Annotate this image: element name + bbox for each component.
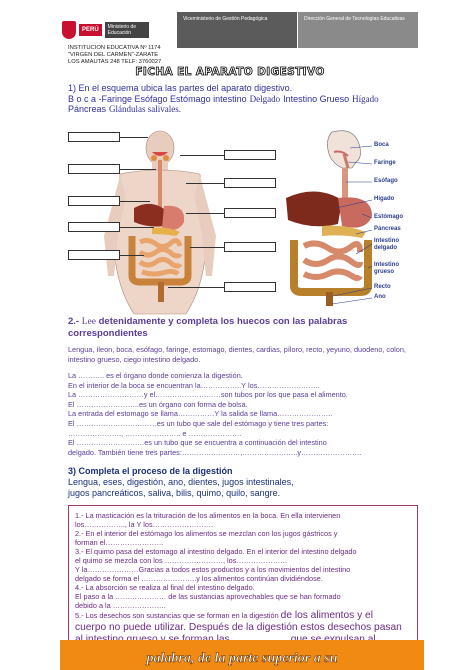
organ-label-pancreas: Páncreas (374, 226, 401, 232)
q2-heading (68, 316, 414, 339)
label-box-right-4[interactable] (224, 242, 276, 252)
organ-label-ano: Ano (374, 294, 386, 300)
q1-word-bank (68, 94, 418, 105)
process-step-5a (75, 610, 411, 622)
page-title: FICHA EL APARATO DIGESTIVO (135, 66, 325, 78)
ministry-header-banner (60, 12, 418, 48)
organ-label-esofago: Esófago (374, 178, 398, 184)
label-box-left-5[interactable] (68, 250, 120, 260)
organ-label-faringe: Faringe (374, 160, 396, 166)
label-box-right-1[interactable] (224, 150, 276, 160)
process-step-3c: Y la…………………Gracias a todos estos productos y a los movimientos del intestino (75, 565, 351, 574)
q2-line: El ……………………………es un tubo que sale del estómago y tiene tres partes: (68, 418, 329, 428)
q1-instruction: 1) En el esquema ubica las partes del aparato digestivo. (68, 83, 293, 93)
bottom-banner-text: palabra, de la parte superior a su (146, 651, 338, 666)
bottom-banner (60, 640, 424, 670)
question-1 (68, 83, 418, 115)
q2-line: La ……….. es el órgano donde comienza la digestión. (68, 371, 243, 380)
process-step-1a: 1.- La masticación es la trituración de los alimentos en la boca. En ella intervienen (75, 511, 341, 520)
organ-label-intestino-grueso: Intestino grueso (374, 262, 399, 275)
process-step-4b: El paso a la ………………… de las sustancias aprovechables que se han formado (75, 592, 341, 601)
q3-word-list-2: jugos pancreáticos, saliva, bilis, quimo, quilo, sangre. (68, 488, 281, 498)
labeled-digestive-diagram (276, 128, 416, 308)
process-step-2a: 2.- En el interior del estómago los alimentos se mezclan con los jugos gástricos y (75, 529, 338, 538)
q2-word-bank: Lengua, íleon, boca, esófago, faringe, estomago, dientes, cardias, píloro, recto, yeyuno, duodeno, colon, intestino grueso, ciego intestino delgado. (68, 345, 406, 364)
label-line (120, 137, 148, 138)
process-step-3a: 3.- El quimo pasa del estomago al intestino delgado. En el interior del intestino delgado (75, 547, 357, 556)
label-line (168, 287, 224, 288)
organ-label-estomago: Estómago (374, 214, 404, 220)
label-line (186, 183, 224, 184)
q2-line: La entrada del estomago se llama……………Y la salida se llama………………….. (68, 409, 333, 419)
q2-line: La ………………………y el………………………son tubos por los que pasa el alimento. (68, 390, 348, 400)
label-box-left-1[interactable] (68, 132, 120, 142)
label-line (190, 247, 224, 248)
process-step-3b: el quimo se mezcla con los ……………………, los………………… (75, 556, 288, 565)
peru-logo-block (60, 12, 176, 48)
label-box-left-4[interactable] (68, 222, 120, 232)
label-box-right-3[interactable] (224, 208, 276, 218)
process-step-5b: cuerpo no puede utilizar. Después de la digestión estos desechos pasan (75, 622, 402, 633)
label-box-left-3[interactable] (68, 196, 120, 206)
label-line (120, 227, 154, 228)
process-step-5a-big: de los alimentos y el (280, 610, 373, 621)
q2-heading-lee: Lee (81, 317, 96, 327)
q1-words-c: Intestino Grueso (283, 93, 350, 104)
q2-fill-in-lines (68, 371, 414, 457)
q2-line: delgado. También tiene tres partes:……………………,…………………..y……………………. (68, 447, 362, 457)
peru-shield-icon (62, 21, 76, 39)
process-step-4a: 4.- La absorción se realiza al final del intestino delgado. (75, 583, 255, 592)
question-2 (68, 316, 414, 457)
q2-line: El ……………………..es un órgano con forma de bolsa. (68, 399, 248, 409)
label-box-right-5[interactable] (224, 282, 276, 292)
label-line (120, 201, 150, 202)
process-step-4c: debido a la …………………. (75, 601, 166, 610)
label-line (120, 255, 144, 256)
school-subtitle: "VIRGEN DEL CARMEN"-ZARATE (68, 52, 159, 58)
process-step-1b: los…………….., la Y los……………………. (75, 520, 213, 529)
q1-words-e: Páncreas (68, 104, 107, 114)
digestion-process-box (68, 505, 418, 645)
ministry-label: Ministerio de Educación (105, 22, 149, 38)
organ-label-intestino-delgado: Intestino delgado (374, 238, 399, 251)
process-step-3d: delgado se forma el …………………..y los alimentos continúan dividiéndose. (75, 574, 323, 583)
process-step-2b: forman el…………………… (75, 538, 164, 547)
viceministry-label: Viceministerio de Gestión Pedagógica (176, 12, 297, 48)
body-digestive-diagram (68, 126, 278, 316)
q2-line: En el interior de la boca se encuentran la……………..Y los…………………….. (68, 380, 320, 390)
label-line (186, 213, 224, 214)
label-box-right-2[interactable] (224, 178, 276, 188)
label-box-left-2[interactable] (68, 164, 120, 174)
school-address: LOS AMAUTAS 248 TELF: 3760027 (68, 59, 162, 65)
organ-label-boca: Boca (374, 142, 389, 148)
q2-line: El ……………………….es un tubo que se encuentra a continuación del intestino (68, 438, 327, 448)
q1-words-b: Delgado (249, 93, 281, 104)
label-line (120, 169, 156, 170)
direction-label: Dirección General de Tecnologías Educativas (297, 12, 418, 48)
peru-label: PERÚ (79, 24, 102, 36)
organ-label-higado: Hígado (374, 196, 395, 202)
q2-line: …………………., ………………….. e …………………. (68, 428, 242, 438)
q1-words-d: Hígado (352, 93, 379, 104)
q1-words-a: B o c a -Faringe Esófago Estómago intestino (68, 93, 247, 104)
q2-heading-rest: detenidamente y completa los huecos con las palabras correspondientes (68, 316, 348, 339)
question-3 (68, 466, 414, 499)
q3-word-list-1: Lengua, eses, digestión, ano, dientes, jugos intestinales, (68, 477, 294, 487)
school-name: INSTITUCION EDUCATIVA Nº 1174 (68, 45, 161, 51)
school-info (68, 45, 161, 66)
q1-words-f: Glándulas salivales. (109, 104, 182, 114)
process-step-5a-small: 5.- Los desechos son sustancias que se forman en la digestión (75, 611, 281, 620)
q3-heading: 3) Completa el proceso de la digestión (68, 466, 233, 476)
q1-word-bank-2 (68, 104, 418, 115)
label-line (180, 155, 224, 156)
organ-label-recto: Recto (374, 284, 391, 290)
q2-heading-prefix: 2.- (68, 316, 82, 327)
